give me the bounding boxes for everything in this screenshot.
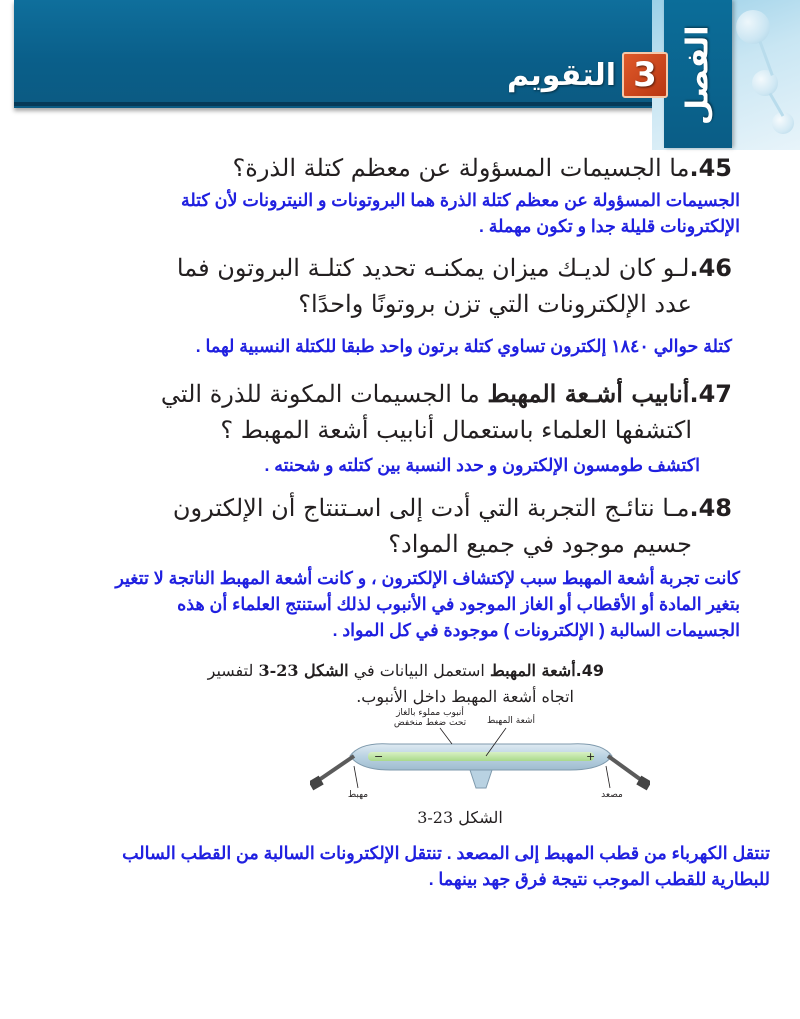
question-text-line2: جسيم موجود في جميع المواد؟ — [388, 530, 692, 558]
plus-sign: + — [586, 750, 596, 763]
cathode-electrode — [316, 756, 354, 782]
question-number: 46. — [689, 254, 732, 282]
answer-line: تنتقل الكهرباء من قطب المهبط إلى المصعد . تنتقل الإلكترونات السالبة من القطب السالب — [122, 843, 770, 863]
question-number: 49. — [575, 661, 604, 680]
cathode-rays-label: أشعة المهبط — [487, 716, 535, 726]
minus-sign: − — [374, 750, 384, 763]
answer-line: الإلكترونات قليلة جدا و تكون مهملة . — [478, 216, 740, 236]
section-title: التقويم — [507, 58, 616, 93]
answer-line: اكتشف طومسون الإلكترون و حدد النسبة بين كتلته و شحنته . — [264, 455, 700, 475]
anode-label: مصعد — [601, 790, 623, 800]
question-text: لـو كان لديـك ميزان يمكنـه تحديد كتلـة البروتون فما — [176, 254, 690, 282]
chapter-word: الفصل — [680, 25, 716, 125]
answer-49 — [30, 840, 770, 892]
answer-46 — [32, 333, 732, 359]
question-49 — [184, 658, 604, 710]
question-text: ما الجسيمات المسؤولة عن معظم كتلة الذرة؟ — [232, 154, 690, 182]
question-text: استعمل البيانات في — [353, 661, 485, 680]
answer-line: للبطارية للقطب الموجب نتيجة فرق جهد بينهما . — [428, 869, 770, 889]
question-text-line2: اكتشفها العلماء باستعمال أنابيب أشعة المهبط ؟ — [220, 416, 692, 444]
answer-line: الجسيمات السالبة ( الإلكترونات ) موجودة في كل المواد . — [332, 620, 740, 640]
figure-reference: الشكل 23-3 — [258, 661, 349, 680]
question-text: مـا نتائـج التجربة التي أدت إلى اسـتنتاج أن الإلكترون — [172, 494, 690, 522]
question-bold-lead: أنابيب أشـعة المهبط — [487, 379, 690, 408]
cathode-label: مهبط — [347, 790, 369, 800]
question-text: ما الجسيمات المكونة للذرة التي — [160, 380, 480, 408]
chapter-header — [0, 0, 800, 160]
answer-line: كتلة حوالي ١٨٤٠ إلكترون تساوي كتلة برتون واحد طبقا للكتلة النسبية لهما . — [195, 336, 732, 356]
question-48 — [92, 490, 732, 562]
question-number: 48. — [689, 494, 732, 522]
question-text-line2: اتجاه أشعة المهبط داخل الأنبوب. — [356, 687, 574, 706]
question-number: 45. — [689, 154, 732, 182]
question-text-line2: عدد الإلكترونات التي تزن بروتونًا واحدًا؟ — [298, 290, 692, 318]
chapter-number: 3 — [622, 52, 668, 98]
question-text-end: لتفسير — [207, 661, 254, 680]
answer-47 — [100, 452, 700, 478]
gas-tube-label-line2: تحت ضغط منخفض — [393, 718, 467, 728]
cathode-ray-tube-figure — [310, 708, 650, 808]
question-46 — [92, 250, 732, 322]
cathode-ray-beam — [368, 752, 594, 761]
gas-tube-label-line1: أنبوب مملوء بالغاز — [396, 708, 464, 718]
answer-48 — [20, 565, 740, 643]
header-underline — [14, 102, 654, 106]
anode-electrode — [608, 756, 644, 782]
question-47 — [92, 376, 732, 448]
gas-tube-label — [370, 708, 490, 728]
question-45 — [92, 150, 732, 186]
answer-line: كانت تجربة أشعة المهبط سبب لإكتشاف الإلكترون ، و كانت أشعة المهبط الناتجة لا تتغير — [115, 568, 740, 588]
question-number: 47. — [689, 380, 732, 408]
answer-line: بتغير المادة أو الأقطاب أو الغاز الموجود في الأنبوب لذلك أستنتج العلماء أن هذه — [177, 594, 740, 614]
question-bold-lead: أشعة المهبط — [489, 661, 576, 680]
figure-caption: الشكل 23-3 — [417, 808, 503, 827]
answer-line: الجسيمات المسؤولة عن معظم كتلة الذرة هما البروتونات و النيترونات لأن كتلة — [180, 190, 740, 210]
answer-45 — [40, 187, 740, 239]
